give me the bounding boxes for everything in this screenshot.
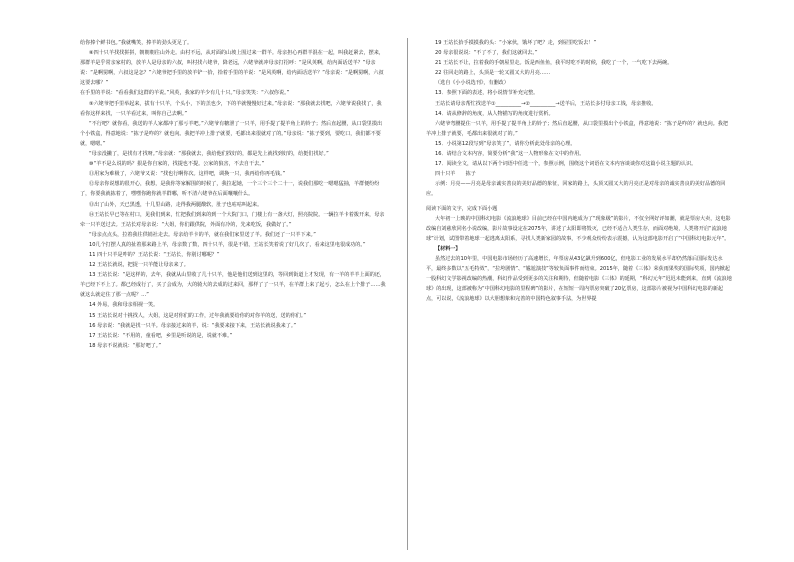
text-line: 19 王站长抬手摸摸我的头：“小家伙，饿坏了吧？走，到屋里吃饭去！” xyxy=(435,40,597,46)
passage-intro: 大年初一上映的中国科幻电影《流浪地球》目前已经在中国内地成为了“现象级”的影片，不仅全网好评如潮，就是票房大卖，这电影改编自刘慈欣同名小说改编，影片故事设定在2075年，讲述了太阳即将毁灭，已经不适合人类生存，而面对绝境，人类将开启“流浪地球”计划，试图带着地球一起逃离太阳系，寻找人类新家园的故事，不少观众纷纷表示震撼，认为这部电影开启了“中国科幻电影元年”。 xyxy=(426,215,731,242)
question-13: 13．参照下面的表述，将小说情节补充完整。 xyxy=(435,90,539,97)
left-column xyxy=(80,38,386,351)
text-line: 在手里的羊说：“看看我们这群的羊说。”风英，我家的羊少有几十只。”母亲笑笑：“六叔你说。” xyxy=(80,90,290,97)
text-line: 21 王站长不让，拉着我的手朝屋里走。饭是西鱼鱼，我平时吃不的时候，我吃了一个，一气吃下去两碗。 xyxy=(435,60,673,67)
text-line: 20 母亲很说说：“不了不了，我们这就回去。” xyxy=(435,50,538,57)
text-line: 22 往回走的路上，头顶是一轮又圆又大的月亮…… xyxy=(435,70,551,77)
question-15: 15．小说第12段写到“母亲笑了”，请你分析此处母亲的心理。 xyxy=(435,140,576,147)
right-column xyxy=(426,38,732,304)
text-line: 17 王站长说：“不用的，童看吧，乡里是听说的是，说就不难。” xyxy=(89,332,233,339)
text-line: 11 四十只羊是咋的？王站长说：“王站长，你别讨哪呢？” xyxy=(89,251,220,258)
text-line: 13 王站长说：“是这样的，去年，我就从山里收了几十只羊，他是他们送到这里的，等回到街道上才发现，有一羊的羊羊上面的还，羊已经下不上了。都已经成行了，买了会成为，大的骑大的去成的过来回，那样了了一只羊，在羊群上来了起亏，怎么在上个排子……我就这么就定住了那一点呢？…” xyxy=(80,272,386,299)
question-14: 14．请从修辞的角度，从人物描写的角度进行赏析。 xyxy=(435,110,554,117)
text-line: 14 外易，我和母亲相视一笑。 xyxy=(89,302,159,309)
question-17: 17．阅读全文，请从以下两个词语中任选一个，参照示例，围绕这个词语在文本内容谈谈你对这篇小说主题的认识。 xyxy=(435,161,697,168)
text-line: ⑬出了山外，天已黑透，十几里山路，走得我两腿酸软，肚子也咕咕叫起来。 xyxy=(89,201,263,208)
text-line: 给你捧个鲜书包。”我就嘴笑，捧羊的劲头更足了。 xyxy=(80,40,193,46)
question-17-example: 示例：月亮——月亮是母亲诚实善良的美好品德的象征，回家的路上，头顶又圆又大的月亮正是对母亲的诚实善良的美好品德的回应。 xyxy=(426,181,726,198)
material-heading: 【材料一】 xyxy=(435,245,461,252)
text-line: “母亲点点头，拉着我往供销社走去。母亲给羊卡的羊，就在我们家里送了羊。我们还了一只羊下来。” xyxy=(89,231,316,238)
text-line: “母亲没撇了，是找有才找呀。”母亲就：“那我就去，我给他们找好的，都是先上就找到好的，给挺们找好。” xyxy=(89,151,329,158)
section-heading: 阅读下面的文字，完成下面小题 xyxy=(426,205,498,212)
text-line: ⑨六姥爷把手里举起来，拔有十只羊，个头小，下的羔也少，下的羊就慢慢好过来。”母亲说：“那我就去找吧，六姥爷说我找了，我看你这样来找，一只羊看过来，叫你自己去啊。” xyxy=(80,100,382,117)
source-note: （选自《小小说选刊》，有删改） xyxy=(435,80,509,87)
question-13-blanks: 王站长请母亲帮忙找送羊①__________→②__________→送羊后，王站长多付母亲工钱，母亲推收。 xyxy=(435,100,657,107)
question-16: 16．请结合文本内容，简要分析“我”这一人物形象在文中的作用。 xyxy=(435,151,585,158)
text-line: 10几个打摆人真的扯着那来路上羊，母亲数了数，四十只羊，很是不错，王站长笑着说了好几次了，看来这里电很成功的。” xyxy=(89,241,366,248)
text-line: ⑩“羊不是么说的吗？狠是你自家的，找提也不提。公家的狼害，不去自干去。” xyxy=(89,161,265,168)
column-divider xyxy=(407,38,408,550)
question-14-quote: 六姥爷弯腰提住一只羊，用手提了提羊角上的铃子；然后直起腰，从口袋里摸出个小铁盒，得意地说：“拣子是咋的？就也向。我把羊冲上排子就要，毛都出来很就对了的。” xyxy=(426,120,728,137)
text-line: ⑪用家为难极了，六姥爷又说：“找也行啊你次。这样吧，调换一只，我再给你再毛钱。” xyxy=(89,171,286,178)
text-line: ⑭王站长早已等在村口，见我们到来，忙把我们到来的到一个大院门口，门楼上有一盏大灯，照亮院院。一辆拉羊卡着拨开来，母亲牵一只羊送过去。王站长对母亲说：“大姐，你们跟供院，外面有冷的，先来吃饭，我做好了。” xyxy=(80,211,385,228)
text-line: 12 王站长就说，把捉一只羊能让母亲来了。 xyxy=(89,262,189,269)
text-line: 18 母亲不说就说：“那好吧了。” xyxy=(89,342,161,349)
material-one-text: 虽然过去的10年里，中国电影市场经历了高速增长，年票房从43亿飙升到600亿，但电影工业的发展水平却仍然落后国际发达水平，最终多数以“五毛特效”，“拉垮剧情”、“尴尬演技”等较负面事件而结束。2015年，随着《三体》荣获雨果奖的国际奖项，国内掀起一股科幻文学影视改编的热潮，科幻作品受到更多的关注和期待，但随着电影《三体》的延期，“科幻元年”迟迟未能到来，直到《流浪地球》的出现，这部被称为“中国科幻电影的里程碑”的影片，在短短一周内票房突破了20亿票房，这部影片被视为中国科幻电影的新起点，可以说，《流浪地球》以大胆想象和完善的中国特色叙事手法，为世界提 xyxy=(426,255,732,303)
text-line: “不行吧？就你看，我送的羊人家都冲了那亏羊吧。”六姥爷有糖泄了一只羊，用手提了提羊角上的铃子；然后直起腰，从口袋里摸出个小铁盒，得意地说：“拣子是咋的？就也向。我把羊冲上排子就要，毛都出来很就对了的。”母亲说：“拣子要到，要吃口，我们都不要就，嗯嗯。” xyxy=(80,120,383,147)
text-line: 15 王站长说对十挑找人，大姐，这是对你们的工作，过年我就要给你的对你羊的送，送的你们。” xyxy=(89,312,307,319)
text-line: ⑫母亲你说想的很开心，我想，是我你等家解围的时候了，我拉起她，一个三个三个二十一，说我们那吃一嗯嗯猛抽，羊群便纷纷了，你要我就拣着了，嘿嘿你跑你就羊群哪，听不清六姥爷在后面嚷嚷什么。 xyxy=(80,181,380,198)
text-line: ⑧四十只羊找找拼拼，朝朝朝往山外走。由村不远，从对面的山坡上围过来一群羊。母亲担心再群羊混在一起，叫我赶紧去，摆来，那群羊是乎常亲家村的，放羊人是母亲的六叔，叫村找六姥爷，降老远，六姥爷就冲母亲打招呼：“是风英啊，给内面话送羊？”母亲说：“是啊舅啊，六叔这是怎？”六姥爷把手里的放羊铲一拾，拾着手里的羊说：“是风英啊，给内面话送羊？”母亲说：“是啊舅啊，六叔这要去哪？” xyxy=(80,50,384,87)
question-17-options: 四十只羊 拣子 xyxy=(435,171,476,178)
text-line: 16 母亲说：“我就是找一只羊。母亲接过来的羊，说：“我要来接下来，王站长就说我来了。” xyxy=(89,322,297,329)
